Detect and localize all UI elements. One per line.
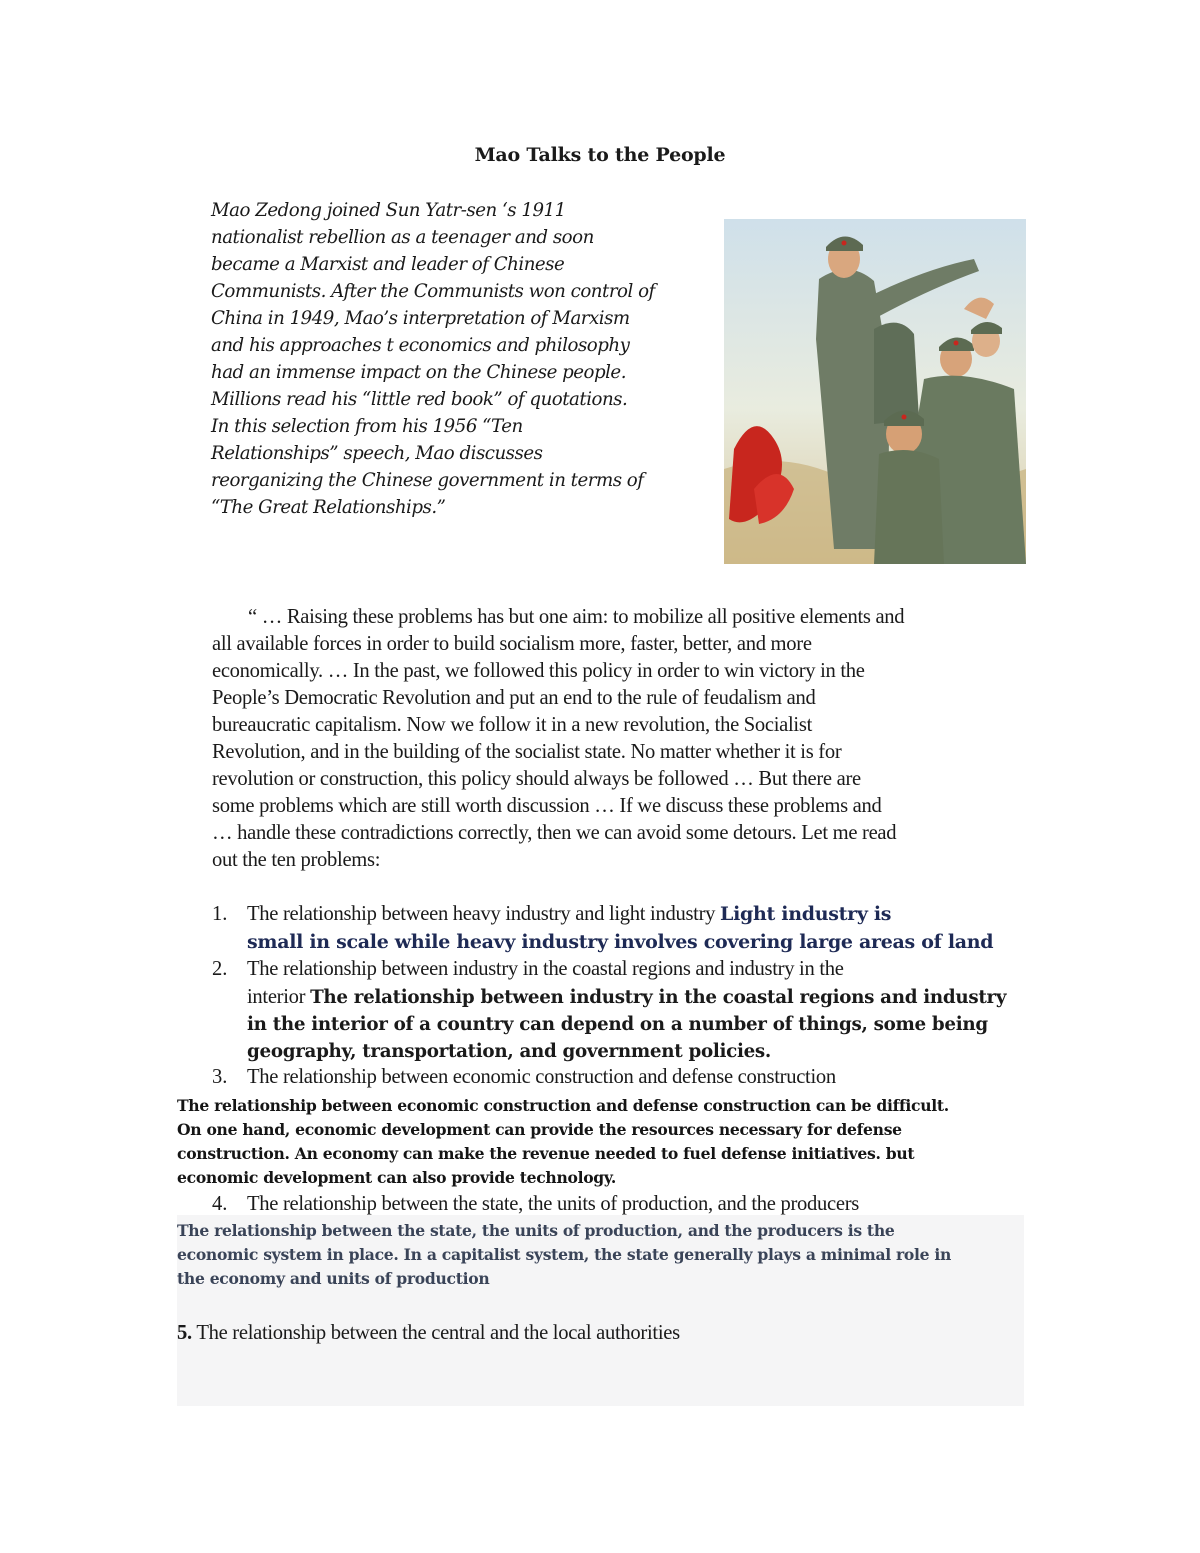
list-item-question: 5. The relationship between the central and the local authorities	[177, 1322, 680, 1344]
intro-line: became a Marxist and leader of Chinese	[211, 254, 565, 275]
intro-line: Communists. After the Communists won control of	[211, 281, 655, 302]
list-item-answer: the economy and units of production	[177, 1269, 490, 1288]
list-item-question: The relationship between economic construction and defense construction	[247, 1066, 836, 1088]
list-item-answer: On one hand, economic development can provide the resources necessary for defense	[177, 1120, 902, 1139]
quote-line: … handle these contradictions correctly, then we can avoid some detours. Let me read	[212, 822, 897, 844]
list-item-answer: geography, transportation, and government policies.	[247, 1041, 771, 1062]
intro-line: nationalist rebellion as a teenager and soon	[211, 227, 594, 248]
quote-line: economically. … In the past, we followed this policy in order to win victory in the	[212, 660, 865, 682]
list-item-answer: small in scale while heavy industry involves covering large areas of land	[247, 931, 994, 953]
list-item-question: The relationship between industry in the coastal regions and industry in the	[247, 958, 844, 980]
intro-line: Millions read his “little red book” of quotations.	[211, 389, 628, 410]
intro-line: China in 1949, Mao’s interpretation of Marxism	[211, 308, 630, 329]
speech-quote-paragraph	[212, 604, 1042, 874]
list-item-answer: construction. An economy can make the revenue needed to fuel defense initiatives. but	[177, 1144, 915, 1163]
list-item-answer: economic development can also provide technology.	[177, 1168, 617, 1187]
quote-line: all available forces in order to build socialism more, faster, better, and more	[212, 633, 812, 655]
intro-paragraph	[211, 197, 711, 521]
intro-line: and his approaches t economics and philosophy	[211, 335, 630, 356]
propaganda-poster-image	[724, 219, 1026, 564]
list-item-answer: The relationship between economic construction and defense construction can be difficult.	[177, 1096, 949, 1115]
document-title: Mao Talks to the People	[474, 144, 726, 166]
list-item-answer: economic system in place. In a capitalist system, the state generally plays a minimal role in	[177, 1245, 952, 1264]
list-number: 1.	[212, 903, 228, 925]
intro-line: “The Great Relationships.”	[211, 497, 446, 518]
quote-line: Revolution, and in the building of the socialist state. No matter whether it is for	[212, 741, 842, 763]
list-number: 2.	[212, 958, 228, 980]
list-number: 4.	[212, 1193, 228, 1215]
intro-line: reorganizing the Chinese government in terms of	[211, 470, 644, 491]
intro-line: had an immense impact on the Chinese people.	[211, 362, 626, 383]
intro-line: Mao Zedong joined Sun Yatr-sen ‘s 1911	[211, 200, 566, 221]
list-item-answer: The relationship between industry in the coastal regions and industry	[310, 987, 1007, 1008]
list-item-question: interior The relationship between industry in the coastal regions and industry	[247, 986, 1007, 1008]
list-item-question: The relationship between heavy industry and light industry Light industry is	[247, 903, 892, 925]
quote-line: bureaucratic capitalism. Now we follow it in a new revolution, the Socialist	[212, 714, 812, 736]
list-item-answer: Light industry is	[720, 903, 892, 925]
list-item-question: The relationship between the state, the units of production, and the producers	[247, 1193, 859, 1215]
quote-line: out the ten problems:	[212, 849, 381, 871]
intro-line: Relationships” speech, Mao discusses	[211, 443, 543, 464]
list-number: 5.	[177, 1322, 192, 1344]
quote-line: “ … Raising these problems has but one aim: to mobilize all positive elements and	[248, 606, 905, 628]
quote-line: some problems which are still worth discussion … If we discuss these problems and	[212, 795, 882, 817]
list-item-answer: in the interior of a country can depend on a number of things, some being	[247, 1014, 988, 1035]
quote-line: revolution or construction, this policy should always be followed … But there are	[212, 768, 861, 790]
list-item-answer: The relationship between the state, the units of production, and the producers is the	[177, 1221, 895, 1240]
intro-line: In this selection from his 1956 “Ten	[211, 416, 523, 437]
list-number: 3.	[212, 1066, 228, 1088]
quote-line: People’s Democratic Revolution and put an end to the rule of feudalism and	[212, 687, 816, 709]
